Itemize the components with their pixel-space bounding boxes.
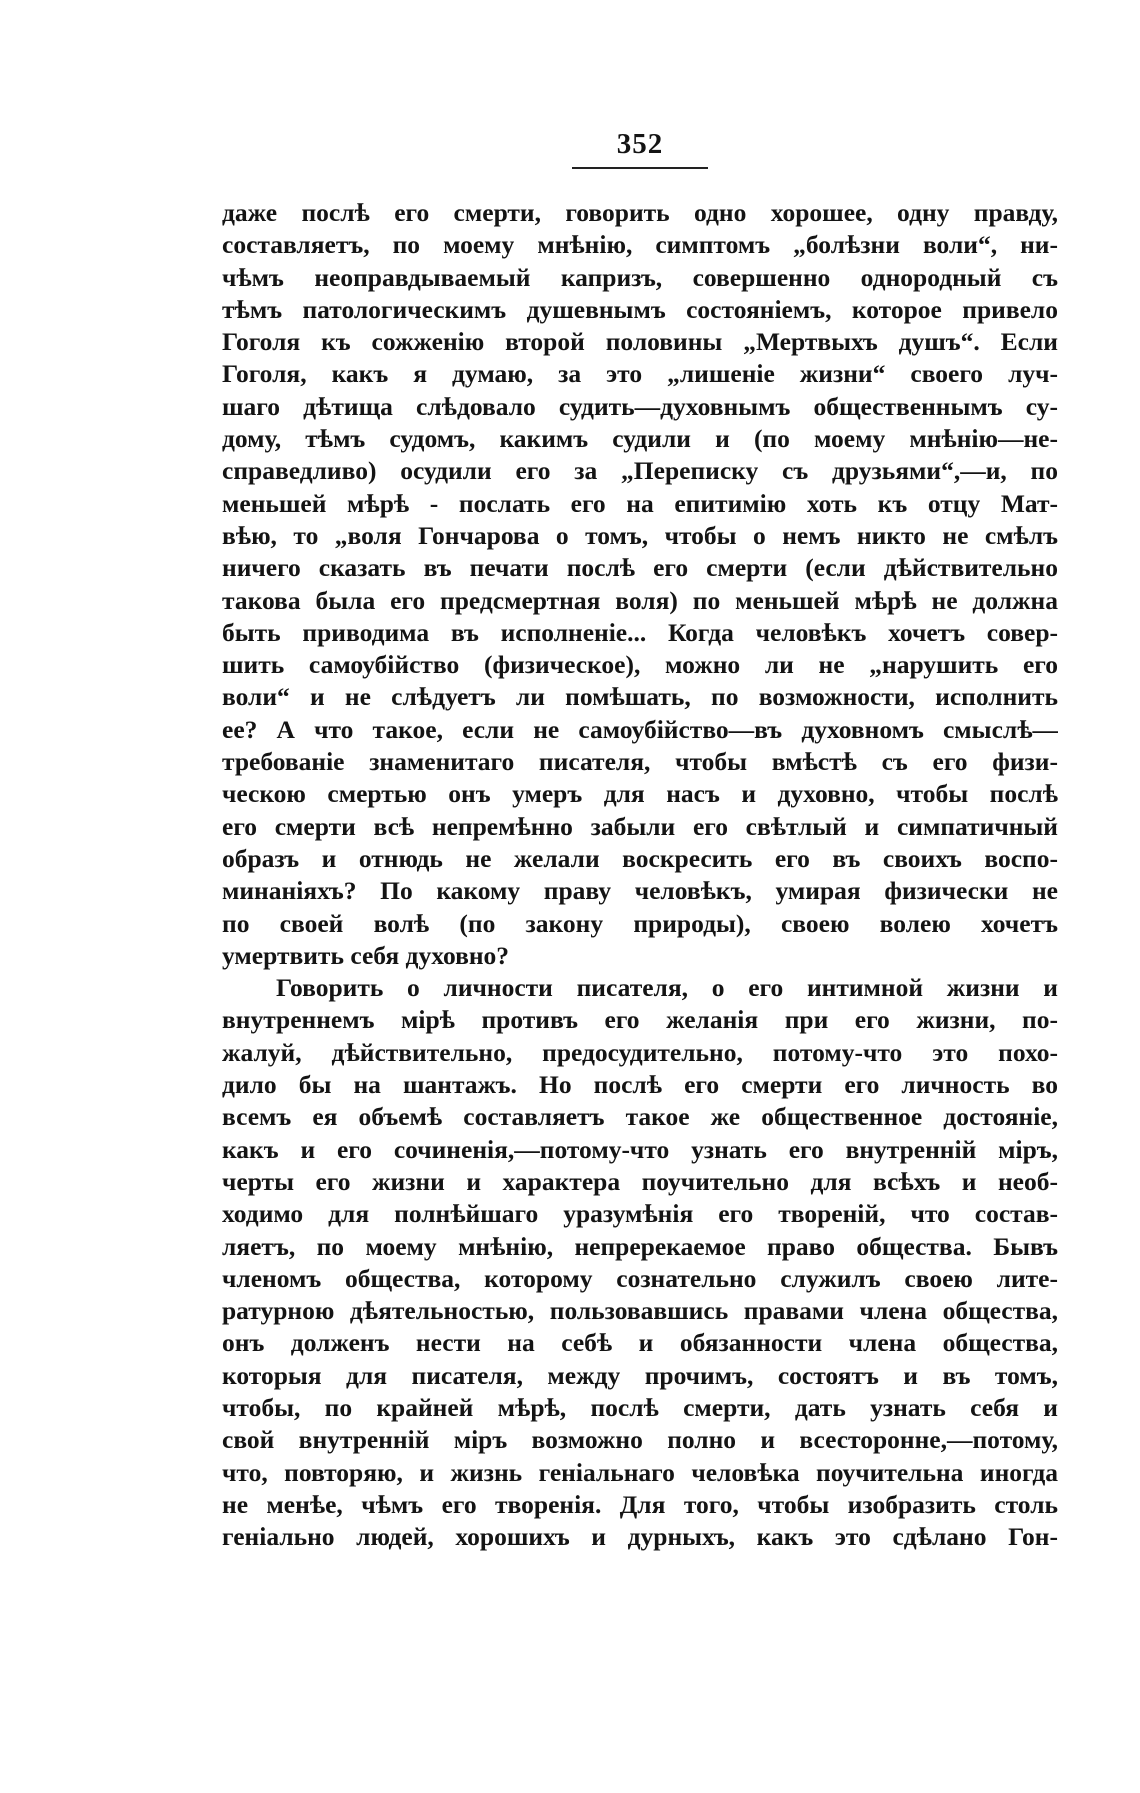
text-line: составляетъ, по моему мнѣнію, симптомъ „болѣзни воли“, ни- [222, 230, 1058, 260]
text-line: справедливо) осудили его за „Переписку съ друзьями“,—и, по [222, 456, 1058, 486]
text-line: даже послѣ его смерти, говорить одно хорошее, одну правду, [222, 198, 1058, 227]
text-line: геніально людей, хорошихъ и дурныхъ, какъ это сдѣлано Гон- [222, 1522, 1058, 1552]
text-line: образъ и отнюдь не желали воскресить его въ своихъ воспо- [222, 843, 1058, 873]
text-line: чтобы, по крайней мѣрѣ, послѣ смерти, дать узнать себя и [222, 1392, 1058, 1422]
text-line: черты его жизни и характера поучительно для всѣхъ и необ- [222, 1166, 1058, 1196]
text-line: всемъ ея объемѣ составляетъ такое же общественное достояніе, [222, 1102, 1058, 1132]
text-line: ничего сказать въ печати послѣ его смерти (если дѣйствительно [222, 553, 1058, 583]
text-line: чѣмъ неоправдываемый капризъ, совершенно однородный съ [222, 262, 1058, 292]
page-number-rule [572, 167, 708, 169]
text-line: вѣю, то „воля Гончарова о томъ, чтобы о немъ никто не смѣлъ [222, 520, 1058, 550]
text-line: ее? А что такое, если не самоубійство—въ духовномъ смыслѣ— [222, 714, 1058, 744]
text-line: минаніяхъ? По какому праву человѣкъ, умирая физически не [222, 876, 1058, 906]
text-line: шаго дѣтища слѣдовало судить—духовнымъ общественнымъ су- [222, 391, 1058, 421]
text-line: его смерти всѣ непремѣнно забыли его свѣтлый и симпатичный [222, 811, 1058, 841]
text-line: какъ и его сочиненія,—потому-что узнать его внутренній міръ, [222, 1134, 1058, 1164]
text-line: такова была его предсмертная воля) по меньшей мѣрѣ не должна [222, 585, 1058, 615]
page-number: 352 [616, 128, 664, 160]
text-line: ческою смертью онъ умеръ для насъ и духовно, чтобы послѣ [222, 779, 1058, 809]
text-line: жалуй, дѣйствительно, предосудительно, потому-что это похо- [222, 1037, 1058, 1067]
text-line: ратурною дѣятельностью, пользовавшись правами члена общества, [222, 1296, 1058, 1326]
text-line: онъ долженъ нести на себѣ и обязанности члена общества, [222, 1328, 1058, 1358]
text-line: ходимо для полнѣйшаго уразумѣнія его твореній, что состав- [222, 1199, 1058, 1229]
text-line: меньшей мѣрѣ - послать его на епитимію хоть къ отцу Мат- [222, 488, 1058, 518]
text-line: не менѣе, чѣмъ его творенія. Для того, чтобы изобразить столь [222, 1489, 1058, 1519]
paragraph-start-line: Говорить о личности писателя, о его интимной жизни и [276, 973, 1058, 1003]
text-line: быть приводима въ исполненіе... Когда человѣкъ хочетъ совер- [222, 617, 1058, 647]
text-line: Гоголя къ сожженію второй половины „Мертвыхъ душъ“. Если [222, 327, 1058, 357]
text-line: ляетъ, по моему мнѣнію, непререкаемое право общества. Бывъ [222, 1231, 1058, 1261]
text-line: дому, тѣмъ судомъ, какимъ судили и (по моему мнѣнію—не- [222, 424, 1058, 454]
text-line: шить самоубійство (физическое), можно ли не „нарушить его [222, 650, 1058, 680]
text-line: внутреннемъ мірѣ противъ его желанія при его жизни, по- [222, 1005, 1058, 1035]
text-line: членомъ общества, которому сознательно служилъ своею лите- [222, 1263, 1058, 1293]
text-line: требованіе знаменитаго писателя, чтобы вмѣстѣ съ его физи- [222, 747, 1058, 777]
text-line: воли“ и не слѣдуетъ ли помѣшать, по возможности, исполнить [222, 682, 1058, 712]
text-line: Гоголя, какъ я думаю, за это „лишеніе жизни“ своего луч- [222, 359, 1058, 389]
body-text [222, 197, 1058, 1553]
text-line: свой внутренній міръ возможно полно и всесторонне,—потому, [222, 1425, 1058, 1455]
text-line: что, повторяю, и жизнь геніальнаго человѣка поучительна иногда [222, 1457, 1058, 1487]
text-line: которыя для писателя, между прочимъ, состоятъ и въ томъ, [222, 1360, 1058, 1390]
paragraph-end-line: умертвить себя духовно? [222, 940, 510, 970]
text-line: по своей волѣ (по закону природы), своею волею хочетъ [222, 908, 1058, 938]
text-line: дило бы на шантажъ. Но послѣ его смерти его личность во [222, 1070, 1058, 1100]
text-line: тѣмъ патологическимъ душевнымъ состояніемъ, которое привело [222, 294, 1058, 324]
